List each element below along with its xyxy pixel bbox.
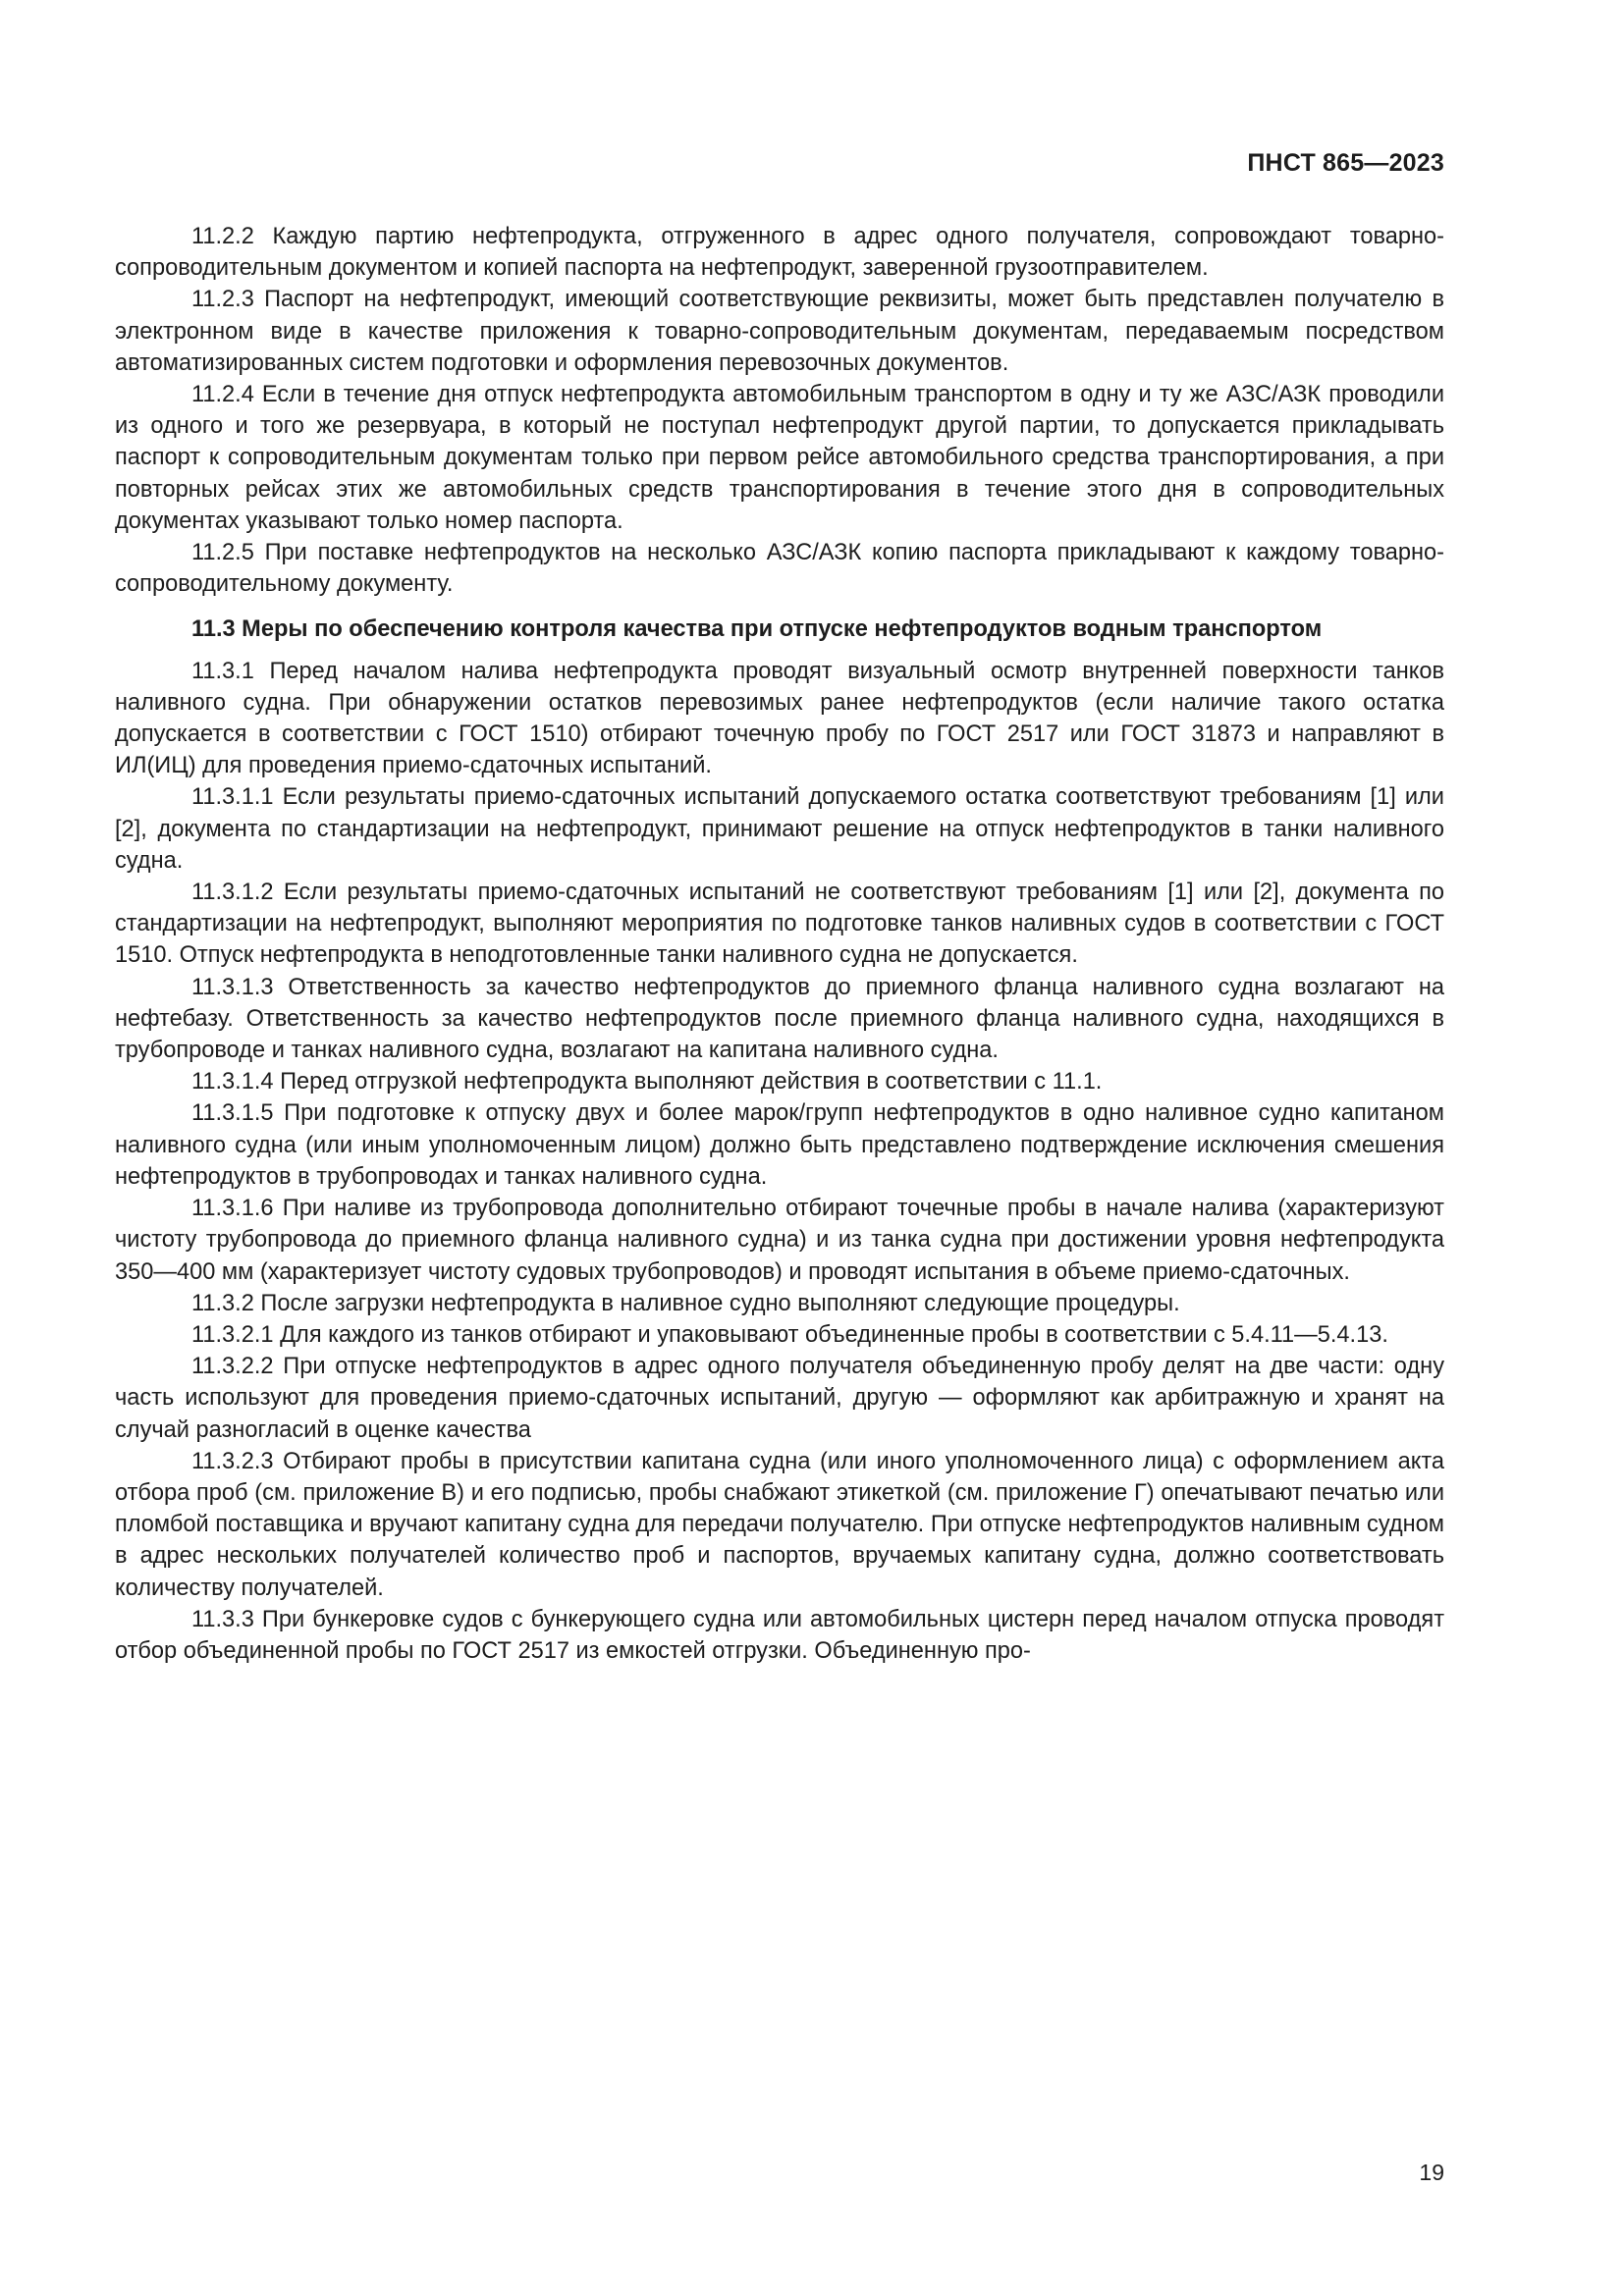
paragraph-11-2-4: 11.2.4 Если в течение дня отпуск нефтепродукта автомобильным транспортом в одну и ту же АЗС/АЗК проводили из одного и того же резервуара, в который не поступал нефтепродукт другой партии, то допускается прикладывать паспорт к сопроводительным документам только при первом рейсе автомобильного средства транспортирования, а при повторных рейсах этих же автомобильных средств транспортирования в течение этого дня в сопроводительных документах указывают только номер паспорта.	[115, 382, 1444, 534]
paragraph-11-3-1: 11.3.1 Перед началом налива нефтепродукта проводят визуальный осмотр внутренней поверхности танков наливного судна. При обнаружении остатков перевозимых ранее нефтепродуктов (если наличие такого остатка допускается в соответствии с ГОСТ 1510) отбирают точечную пробу по ГОСТ 2517 или ГОСТ 31873 и направляют в ИЛ(ИЦ) для проведения приемо-сдаточных испытаний.	[115, 658, 1444, 779]
paragraph-11-3-1-1: 11.3.1.1 Если результаты приемо-сдаточных испытаний допускаемого остатка соответствуют требованиям [1] или [2], документа по стандартизации на нефтепродукт, принимают решение на отпуск нефтепродуктов в танки наливного судна.	[115, 784, 1444, 874]
paragraph-11-3-2-2: 11.3.2.2 При отпуске нефтепродуктов в адрес одного получателя объединенную пробу делят на две части: одну часть используют для проведения приемо-сдаточных испытаний, другую — оформляют как арбитражную и хранят на случай разногласий в оценке качества	[115, 1354, 1444, 1443]
section-heading-11-3: 11.3 Меры по обеспечению контроля качества при отпуске нефтепродуктов водным транспортом	[191, 616, 1323, 643]
paragraph-11-3-3: 11.3.3 При бункеровке судов с бункерующего судна или автомобильных цистерн перед началом отпуска проводят отбор объединенной пробы по ГОСТ 2517 из емкостей отгрузки. Объединенную про-	[115, 1606, 1444, 1664]
page-number: 19	[1419, 2160, 1444, 2185]
paragraph-11-3-2: 11.3.2 После загрузки нефтепродукта в наливное судно выполняют следующие процедуры.	[191, 1290, 1180, 1316]
body-text	[115, 221, 1444, 1667]
document-code: ПНСТ 865—2023	[1247, 149, 1444, 177]
paragraph-11-2-3: 11.2.3 Паспорт на нефтепродукт, имеющий соответствующие реквизиты, может быть представлен получателю в электронном виде в качестве приложения к товарно-сопроводительным документам, передаваемым посредством автоматизированных систем подготовки и оформления перевозочных документов.	[115, 287, 1444, 376]
paragraph-11-3-1-4: 11.3.1.4 Перед отгрузкой нефтепродукта выполняют действия в соответствии с 11.1.	[191, 1069, 1103, 1095]
paragraph-11-3-2-1: 11.3.2.1 Для каждого из танков отбирают и упаковывают объединенные пробы в соответствии с 5.4.11—5.4.13.	[191, 1321, 1388, 1348]
paragraph-11-3-1-2: 11.3.1.2 Если результаты приемо-сдаточных испытаний не соответствуют требованиям [1] или [2], документа по стандартизации на нефтепродукт, выполняют мероприятия по подготовке танков наливных судов в соответствии с ГОСТ 1510. Отпуск нефтепродукта в неподготовленные танки наливного судна не допускается.	[115, 880, 1444, 969]
paragraph-11-3-2-3: 11.3.2.3 Отбирают пробы в присутствии капитана судна (или иного уполномоченного лица) с оформлением акта отбора проб (см. приложение В) и его подписью, пробы снабжают этикеткой (см. приложение Г) опечатывают печатью или пломбой поставщика и вручают капитану судна для передачи получателю. При отпуске нефтепродуктов наливным судном в адрес нескольких получателей количество проб и паспортов, вручаемых капитану судна, должно соответствовать количеству получателей.	[115, 1448, 1444, 1601]
paragraph-11-2-2: 11.2.2 Каждую партию нефтепродукта, отгруженного в адрес одного получателя, сопровождают товарно-сопроводительным документом и копией паспорта на нефтепродукт, заверенной грузоотправителем.	[115, 224, 1444, 282]
paragraph-11-3-1-3: 11.3.1.3 Ответственность за качество нефтепродуктов до приемного фланца наливного судна возлагают на нефтебазу. Ответственность за качество нефтепродуктов после приемного фланца наливного судна, находящихся в трубопроводе и танках наливного судна, возлагают на капитана наливного судна.	[115, 974, 1444, 1064]
paragraph-11-3-1-6: 11.3.1.6 При наливе из трубопровода дополнительно отбирают точечные пробы в начале налива (характеризуют чистоту трубопровода до приемного фланца наливного судна) и из танка судна при достижении уровня нефтепродукта 350—400 мм (характеризует чистоту судовых трубопроводов) и проводят испытания в объеме приемо-сдаточных.	[115, 1196, 1444, 1285]
paragraph-11-2-5: 11.2.5 При поставке нефтепродуктов на несколько АЗС/АЗК копию паспорта прикладывают к каждому товарно-сопроводительному документу.	[115, 540, 1444, 598]
paragraph-11-3-1-5: 11.3.1.5 При подготовке к отпуску двух и более марок/групп нефтепродуктов в одно наливное судно капитаном наливного судна (или иным уполномоченным лицом) должно быть представлено подтверждение исключения смешения нефтепродуктов в трубопроводах и танках наливного судна.	[115, 1100, 1444, 1190]
